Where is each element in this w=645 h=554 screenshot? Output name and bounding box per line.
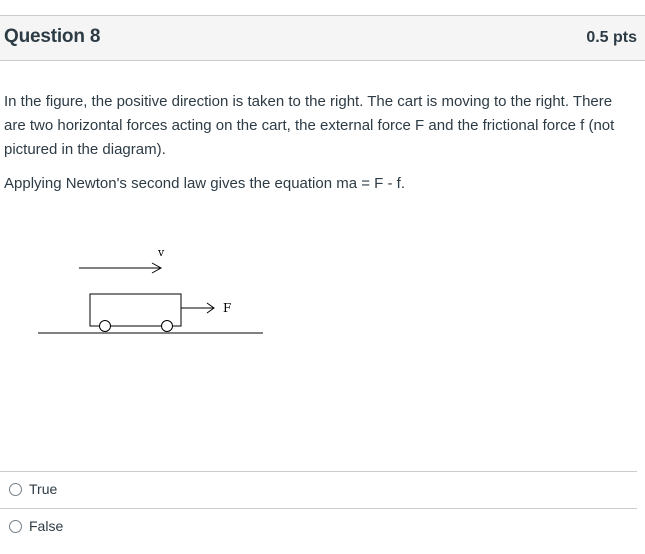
cart-wheel-left <box>100 321 111 332</box>
question-paragraph-1: In the figure, the positive direction is taken to the right. The cart is moving to the right. There are two horizontal forces acting on the cart, the external force F and the frictional force f (not pictured in the diagram). <box>4 93 615 158</box>
question-title: Question 8 <box>4 26 101 47</box>
cart-diagram <box>30 238 270 348</box>
answer-option-true[interactable] <box>0 471 637 508</box>
cart-diagram-svg <box>30 238 270 343</box>
answer-label-false: False <box>29 518 64 534</box>
answer-label-true: True <box>29 481 58 497</box>
question-header <box>0 15 645 61</box>
force-label: F <box>223 301 232 315</box>
question-text <box>4 90 634 206</box>
question-paragraph-2: Applying Newton's second law gives the equation ma = F - f. <box>4 175 405 192</box>
radio-button-false[interactable] <box>9 520 22 533</box>
question-points: 0.5 pts <box>586 29 637 46</box>
velocity-label: v <box>158 246 165 259</box>
answer-list <box>0 471 637 545</box>
velocity-arrow <box>79 263 161 273</box>
answer-option-false[interactable] <box>0 508 637 545</box>
cart-wheel-right <box>162 321 173 332</box>
radio-button-true[interactable] <box>9 483 22 496</box>
force-arrow <box>181 303 214 313</box>
